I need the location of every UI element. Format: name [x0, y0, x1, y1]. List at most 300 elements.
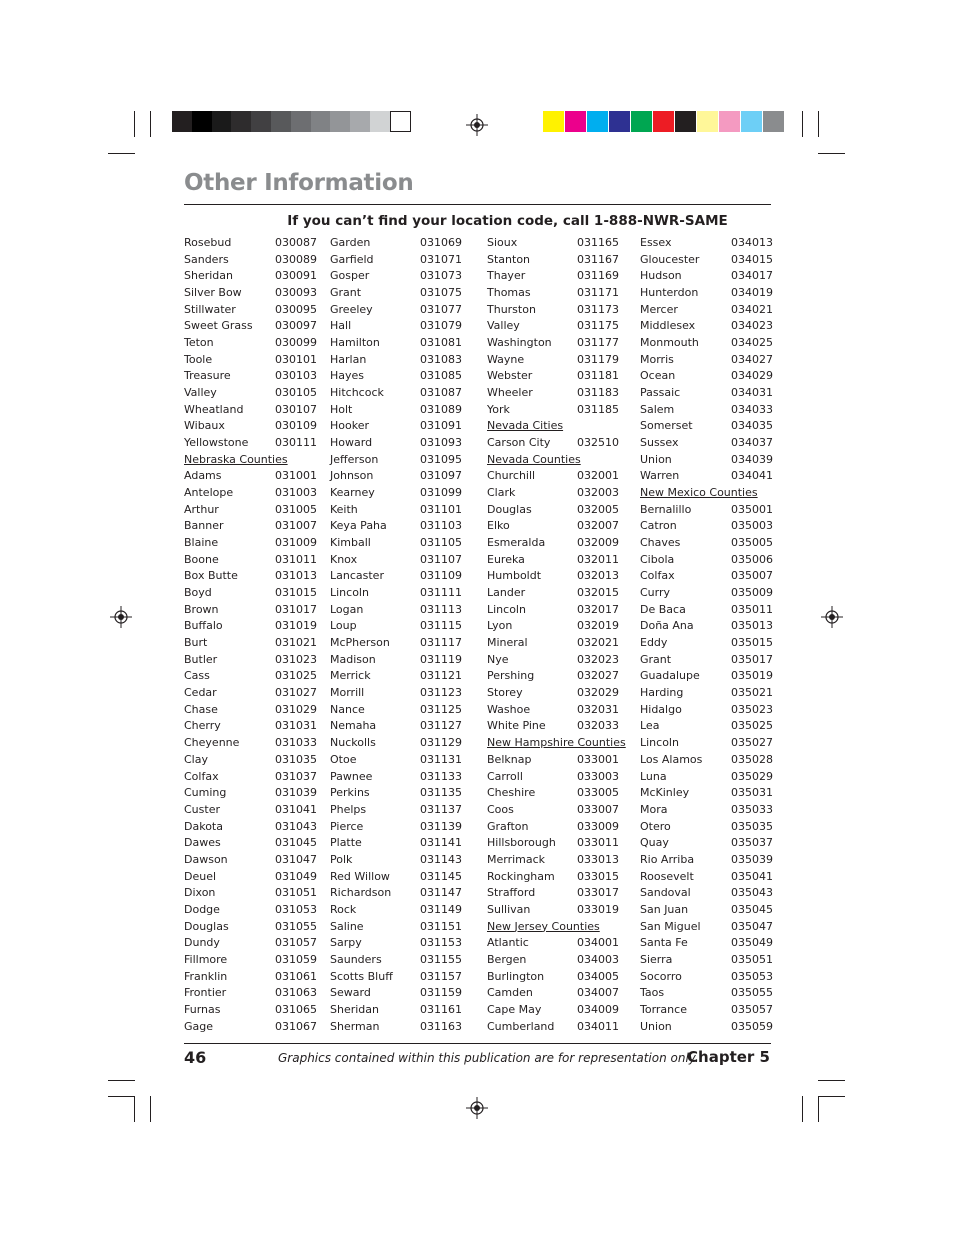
location-name: Kearney	[330, 486, 375, 500]
location-code: 031141	[420, 836, 462, 850]
location-code: 034013	[731, 236, 773, 249]
location-code-entry	[184, 468, 317, 485]
location-code-entry	[487, 352, 617, 369]
location-code: 031039	[275, 786, 317, 800]
location-code: 031129	[420, 736, 462, 750]
location-name: Los Alamos	[640, 752, 703, 766]
location-code: 031145	[420, 869, 462, 883]
location-code: 035051	[731, 952, 773, 966]
location-code-entry	[487, 502, 617, 519]
location-code-entry	[487, 402, 617, 419]
location-name: Blaine	[184, 536, 219, 550]
location-code-entry	[640, 318, 773, 335]
location-code-entry	[330, 1002, 460, 1019]
location-code: 031183	[577, 386, 619, 400]
crop-mark	[818, 1096, 845, 1097]
location-code-entry	[184, 702, 317, 719]
location-code-entry	[487, 935, 617, 952]
registration-mark-icon	[821, 606, 843, 628]
location-name: Pierce	[330, 819, 364, 833]
location-name: Mora	[640, 802, 668, 816]
location-code-entry	[640, 502, 773, 519]
location-name: Lander	[487, 586, 526, 600]
location-code: 031167	[577, 252, 619, 266]
calibration-swatch	[370, 111, 391, 132]
location-code: 030107	[275, 402, 317, 416]
location-code: 034019	[731, 286, 773, 300]
location-code-entry	[640, 635, 773, 652]
location-code: 031087	[420, 386, 462, 400]
location-code-entry	[487, 1002, 617, 1019]
calibration-swatch	[350, 111, 371, 132]
location-code-entry	[184, 902, 317, 919]
location-name: Cumberland	[487, 1019, 555, 1033]
location-code-entry	[330, 718, 460, 735]
location-code-entry	[184, 935, 317, 952]
location-name: Webster	[487, 369, 533, 383]
location-code: 034041	[731, 469, 773, 483]
location-code: 035027	[731, 736, 773, 750]
location-name: Banner	[184, 519, 224, 533]
location-code: 031053	[275, 902, 317, 916]
location-code-entry	[330, 952, 460, 969]
location-code-entry	[184, 769, 317, 786]
location-code-entry	[640, 402, 773, 419]
location-code: 034039	[731, 452, 773, 466]
location-code-entry	[184, 252, 317, 269]
location-code: 030095	[275, 302, 317, 316]
location-name: Clay	[184, 752, 208, 766]
calibration-swatch	[697, 111, 718, 132]
location-code: 031151	[420, 919, 462, 933]
location-code: 031025	[275, 669, 317, 683]
location-code-entry	[640, 702, 773, 719]
location-code-entry	[330, 885, 460, 902]
location-code: 031035	[275, 752, 317, 766]
location-code-entry	[184, 869, 317, 886]
crop-mark	[134, 111, 135, 137]
location-code-entry	[487, 835, 617, 852]
location-name: Wheeler	[487, 386, 533, 400]
location-code: 034025	[731, 336, 773, 350]
location-code-entry	[640, 835, 773, 852]
location-code-entry	[184, 1019, 317, 1036]
location-code-entry	[330, 368, 460, 385]
location-code: 031177	[577, 336, 619, 350]
location-code-entry	[330, 802, 460, 819]
location-code: 033005	[577, 786, 619, 800]
location-code-entry	[640, 1002, 773, 1019]
location-code: 032027	[577, 669, 619, 683]
location-name: Boone	[184, 552, 219, 566]
location-code: 035006	[731, 552, 773, 566]
location-name: Sussex	[640, 436, 679, 450]
location-name: Hamilton	[330, 336, 380, 350]
header-rule	[184, 204, 771, 205]
location-code: 032031	[577, 702, 619, 716]
location-code-entry	[487, 468, 617, 485]
location-code-entry	[330, 635, 460, 652]
location-name: Teton	[184, 336, 214, 350]
location-code-entry	[487, 552, 617, 569]
location-code-entry	[330, 535, 460, 552]
location-code: 033015	[577, 869, 619, 883]
location-code-entry	[184, 285, 317, 302]
crop-mark	[108, 153, 135, 154]
location-code: 030101	[275, 352, 317, 366]
crop-mark	[802, 1096, 803, 1122]
location-name: Furnas	[184, 1002, 221, 1016]
calibration-swatch	[565, 111, 586, 132]
location-code: 031169	[577, 269, 619, 283]
location-code-entry	[184, 502, 317, 519]
location-name: Carson City	[487, 436, 551, 450]
location-name: Colfax	[184, 769, 219, 783]
location-code-entry	[487, 368, 617, 385]
location-code-entry	[640, 468, 773, 485]
location-code-entry	[184, 568, 317, 585]
crop-mark	[108, 1080, 135, 1081]
crop-mark	[108, 1096, 135, 1097]
location-code: 035053	[731, 969, 773, 983]
location-code-entry	[487, 568, 617, 585]
location-code: 031031	[275, 719, 317, 733]
location-name: Stillwater	[184, 302, 236, 316]
location-code: 031139	[420, 819, 462, 833]
location-code: 031027	[275, 686, 317, 700]
location-code-entry	[330, 819, 460, 836]
section-heading-label: New Mexico Counties	[640, 486, 758, 500]
location-code: 031011	[275, 552, 317, 566]
location-code: 031155	[420, 952, 462, 966]
location-code-entry	[640, 952, 773, 969]
location-code-entry	[487, 268, 617, 285]
location-code: 031099	[420, 486, 462, 500]
location-code-entry	[330, 752, 460, 769]
location-code-entry	[640, 352, 773, 369]
location-code-entry	[330, 385, 460, 402]
location-code: 035023	[731, 702, 773, 716]
location-code: 034021	[731, 302, 773, 316]
location-code-entry	[330, 585, 460, 602]
location-name: Santa Fe	[640, 936, 688, 950]
location-name: Howard	[330, 436, 373, 450]
location-code-entry	[184, 385, 317, 402]
location-code: 031123	[420, 686, 462, 700]
location-name: Lea	[640, 719, 660, 733]
crop-mark	[134, 1096, 135, 1122]
calibration-swatch	[212, 111, 233, 132]
location-code-entry	[330, 985, 460, 1002]
location-code-entry	[330, 685, 460, 702]
location-name: Box Butte	[184, 569, 238, 583]
location-code: 031113	[420, 602, 462, 616]
location-code: 035015	[731, 636, 773, 650]
location-code: 031117	[420, 636, 462, 650]
chapter-label: Chapter 5	[687, 1048, 770, 1066]
location-code-entry	[487, 802, 617, 819]
location-code: 031101	[420, 502, 462, 516]
location-code: 031127	[420, 719, 462, 733]
location-name: Gage	[184, 1019, 214, 1033]
location-code: 031161	[420, 1002, 462, 1016]
location-code-entry	[330, 352, 460, 369]
location-name: Cedar	[184, 686, 217, 700]
location-code: 031093	[420, 436, 462, 450]
location-name: Chaves	[640, 536, 681, 550]
calibration-swatch	[609, 111, 630, 132]
location-code: 030111	[275, 436, 317, 450]
location-name: Keya Paha	[330, 519, 387, 533]
location-code-entry	[330, 268, 460, 285]
location-code-entry	[487, 285, 617, 302]
location-code-entry	[640, 735, 773, 752]
location-code: 035031	[731, 786, 773, 800]
location-name: Taos	[640, 986, 665, 1000]
location-code-entry	[640, 685, 773, 702]
location-code: 031063	[275, 986, 317, 1000]
location-code: 032033	[577, 719, 619, 733]
location-name: Sheridan	[330, 1002, 379, 1016]
section-heading	[487, 418, 617, 435]
location-code: 031107	[420, 552, 462, 566]
location-code: 033001	[577, 752, 619, 766]
location-code-entry	[487, 685, 617, 702]
location-code-entry	[184, 418, 317, 435]
location-code-entry	[487, 302, 617, 319]
location-name: Eddy	[640, 636, 668, 650]
location-code: 032021	[577, 636, 619, 650]
location-code: 031003	[275, 486, 317, 500]
location-code-entry	[184, 668, 317, 685]
location-name: Storey	[487, 686, 523, 700]
location-code: 035009	[731, 586, 773, 600]
location-code: 035001	[731, 502, 773, 516]
location-name: Jefferson	[330, 452, 379, 466]
location-name: Doña Ana	[640, 619, 694, 633]
location-name: Hidalgo	[640, 702, 682, 716]
location-name: White Pine	[487, 719, 546, 733]
calibration-swatch	[653, 111, 674, 132]
location-code-entry	[184, 885, 317, 902]
location-name: Madison	[330, 652, 376, 666]
location-code-entry	[184, 435, 317, 452]
calibration-swatch	[291, 111, 312, 132]
location-code-entry	[640, 335, 773, 352]
location-name: Sarpy	[330, 936, 362, 950]
location-name: Lincoln	[640, 736, 679, 750]
location-name: Catron	[640, 519, 677, 533]
location-name: Bernalillo	[640, 502, 692, 516]
location-code-entry	[330, 235, 460, 252]
location-name: Valley	[487, 319, 520, 333]
location-code: 031185	[577, 402, 619, 416]
location-name: Red Willow	[330, 869, 390, 883]
crop-mark	[150, 1096, 151, 1122]
location-code: 031165	[577, 236, 619, 249]
location-code-entry	[487, 885, 617, 902]
calibration-swatch	[390, 111, 411, 132]
page-title: Other Information	[184, 170, 414, 196]
location-code-entry	[487, 435, 617, 452]
location-code: 034027	[731, 352, 773, 366]
location-code-entry	[184, 335, 317, 352]
location-code: 034011	[577, 1019, 619, 1033]
location-code-entry	[640, 552, 773, 569]
location-name: Douglas	[487, 502, 532, 516]
location-code: 031023	[275, 652, 317, 666]
location-name: Merrick	[330, 669, 371, 683]
location-code: 035029	[731, 769, 773, 783]
location-name: Cibola	[640, 552, 675, 566]
location-code: 030109	[275, 419, 317, 433]
location-code: 035007	[731, 569, 773, 583]
crop-mark	[818, 111, 819, 137]
location-code: 030099	[275, 336, 317, 350]
location-code: 031089	[420, 402, 462, 416]
location-code-entry	[640, 568, 773, 585]
location-code: 034015	[731, 252, 773, 266]
location-code-entry	[330, 1019, 460, 1036]
location-code: 031131	[420, 752, 462, 766]
location-code: 031045	[275, 836, 317, 850]
location-code-entry	[640, 268, 773, 285]
location-code-entry	[184, 785, 317, 802]
footer-rule	[184, 1043, 771, 1044]
location-code-notice: If you can’t find your location code, call 1-888-NWR-SAME	[287, 213, 728, 229]
section-heading-label: New Jersey Counties	[487, 919, 600, 933]
location-name: Kimball	[330, 536, 371, 550]
location-name: Harlan	[330, 352, 367, 366]
location-code: 031179	[577, 352, 619, 366]
location-code: 033011	[577, 836, 619, 850]
location-name: Yellowstone	[184, 436, 249, 450]
location-name: Sweet Grass	[184, 319, 253, 333]
location-code-entry	[330, 452, 460, 469]
location-code: 034003	[577, 952, 619, 966]
location-code: 031065	[275, 1002, 317, 1016]
location-name: Hudson	[640, 269, 682, 283]
location-name: Hall	[330, 319, 352, 333]
location-code-entry	[330, 285, 460, 302]
section-heading	[184, 452, 314, 469]
location-code-entry	[640, 752, 773, 769]
location-name: Mineral	[487, 636, 528, 650]
location-code-entry	[640, 969, 773, 986]
location-code-entry	[487, 869, 617, 886]
location-code: 031037	[275, 769, 317, 783]
location-code-entry	[184, 718, 317, 735]
location-code-entry	[184, 352, 317, 369]
calibration-swatch	[675, 111, 696, 132]
location-code: 031133	[420, 769, 462, 783]
location-name: Atlantic	[487, 936, 529, 950]
location-code-entry	[330, 318, 460, 335]
location-code-entry	[640, 819, 773, 836]
location-name: Grant	[330, 286, 362, 300]
location-name: Pawnee	[330, 769, 373, 783]
location-name: San Miguel	[640, 919, 701, 933]
location-code: 031049	[275, 869, 317, 883]
location-name: Knox	[330, 552, 358, 566]
location-name: Thomas	[487, 286, 531, 300]
location-code-entry	[330, 852, 460, 869]
location-name: Sherman	[330, 1019, 380, 1033]
crop-mark	[818, 1080, 845, 1081]
location-name: Richardson	[330, 886, 392, 900]
location-code-entry	[330, 552, 460, 569]
location-name: Nuckolls	[330, 736, 376, 750]
location-code: 031083	[420, 352, 462, 366]
location-name: Essex	[640, 236, 672, 249]
location-code: 035003	[731, 519, 773, 533]
location-code: 031111	[420, 586, 462, 600]
location-code-entry	[330, 652, 460, 669]
location-code-entry	[640, 618, 773, 635]
location-code-entry	[640, 869, 773, 886]
location-code-entry	[330, 335, 460, 352]
location-name: Passaic	[640, 386, 681, 400]
location-code-entry	[184, 485, 317, 502]
location-code: 035043	[731, 886, 773, 900]
location-code: 034001	[577, 936, 619, 950]
location-name: Sioux	[487, 236, 518, 249]
location-name: Scotts Bluff	[330, 969, 393, 983]
location-code: 035005	[731, 536, 773, 550]
location-name: York	[487, 402, 510, 416]
location-code-entry	[640, 985, 773, 1002]
location-name: Silver Bow	[184, 286, 242, 300]
location-code-entry	[330, 735, 460, 752]
location-name: Wayne	[487, 352, 525, 366]
section-heading-label: Nevada Cities	[487, 419, 564, 433]
location-code: 031081	[420, 336, 462, 350]
location-code: 031067	[275, 1019, 317, 1033]
location-code-entry	[487, 852, 617, 869]
location-name: Pershing	[487, 669, 535, 683]
location-code: 031051	[275, 886, 317, 900]
location-code: 031073	[420, 269, 462, 283]
location-name: Esmeralda	[487, 536, 546, 550]
location-code-entry	[330, 769, 460, 786]
location-code: 031115	[420, 619, 462, 633]
location-name: Hooker	[330, 419, 369, 433]
location-code: 035033	[731, 802, 773, 816]
location-name: Logan	[330, 602, 364, 616]
section-heading	[487, 919, 617, 936]
location-code-entry	[640, 368, 773, 385]
location-name: Douglas	[184, 919, 229, 933]
location-code: 031029	[275, 702, 317, 716]
location-code-entry	[487, 252, 617, 269]
location-name: Torrance	[640, 1002, 687, 1016]
location-code: 031015	[275, 586, 317, 600]
location-code: 031077	[420, 302, 462, 316]
calibration-swatch	[587, 111, 608, 132]
location-name: Washington	[487, 336, 552, 350]
location-code-entry	[487, 819, 617, 836]
location-code-entry	[640, 235, 773, 252]
location-code-entry	[487, 385, 617, 402]
registration-mark-icon	[466, 114, 488, 136]
location-code: 031153	[420, 936, 462, 950]
location-code-entry	[330, 919, 460, 936]
location-code: 034037	[731, 436, 773, 450]
location-code: 032001	[577, 469, 619, 483]
location-name: Union	[640, 452, 672, 466]
location-name: Keith	[330, 502, 358, 516]
location-code-entry	[640, 385, 773, 402]
